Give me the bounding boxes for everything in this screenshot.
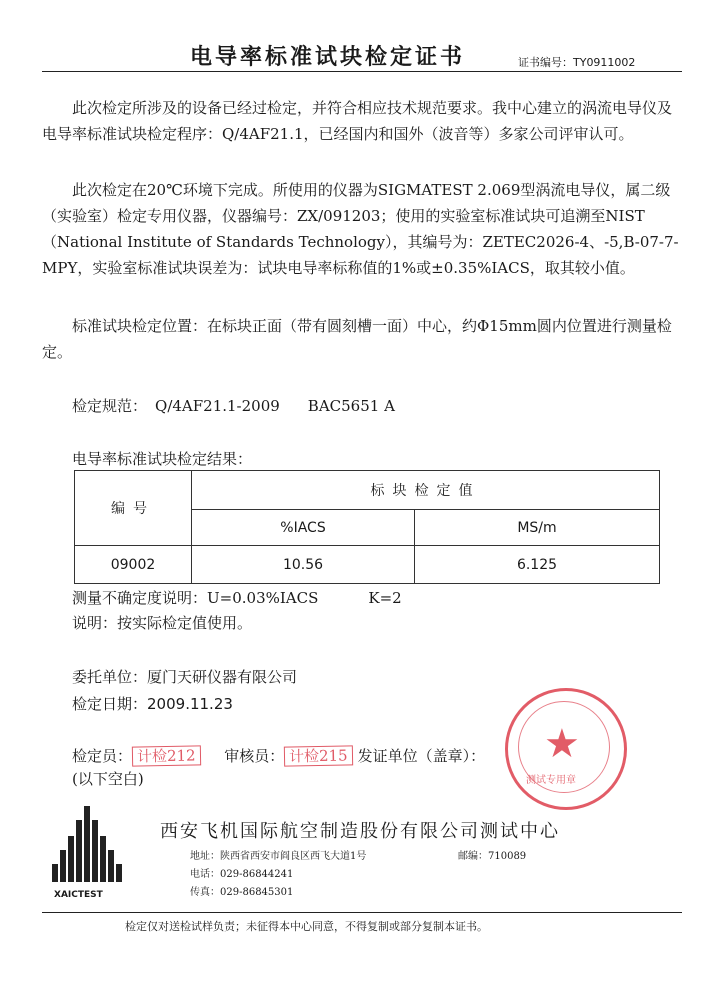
company-zip: 邮编：710089 — [458, 851, 527, 862]
reviewer-stamp: 计检215 — [284, 745, 353, 766]
spec-label: 检定规范： — [72, 397, 148, 415]
column-header-id: 编号 — [75, 471, 192, 546]
column-header-value: 标块检定值 — [192, 471, 660, 510]
reviewer-label: 审核员： — [224, 747, 285, 765]
date-value: 2009.11.23 — [147, 695, 233, 713]
cell-msm: 6.125 — [415, 546, 660, 584]
footer-divider — [42, 912, 682, 913]
environment-paragraph: 此次检定在20℃环境下完成。所使用的仪器为SIGMATEST 2.069型涡流电导仪，属二级（实验室）检定专用仪器，仪器编号：ZX/091203；使用的实验室标准试块可追溯至NIST（National Institute of Standards Technology），其编号为：ZETEC2026-4、-5,B-07-7-MPY，实验室标准试块误差为：试块电导率标称值的1%或±0.35%IACS，取其较小值。 — [42, 181, 679, 277]
company-fax: 传真：029-86845301 — [190, 887, 294, 898]
uncertainty-text: 测量不确定度说明：U=0.03%IACS — [72, 589, 319, 607]
company-phone: 电话：029-86844241 — [190, 869, 294, 880]
cell-iacs: 10.56 — [192, 546, 415, 584]
table-row — [75, 546, 660, 584]
star-icon: ★ — [544, 721, 580, 767]
unit-header-iacs: %IACS — [192, 510, 415, 546]
client-line: 委托单位：厦门天研仪器有限公司 — [72, 668, 298, 686]
certificate-title: 电导率标准试块检定证书 — [190, 44, 466, 70]
issuer-label: 发证单位（盖章）： — [357, 747, 486, 765]
uncertainty-line — [72, 587, 402, 608]
specification-line — [72, 395, 423, 416]
company-name: 西安飞机国际航空制造股份有限公司测试中心 — [160, 821, 560, 842]
blank-marker: (以下空白) — [72, 770, 144, 788]
cell-id: 09002 — [75, 546, 192, 584]
position-paragraph: 标准试块检定位置：在标块正面（带有圆刻槽一面）中心，约Φ15mm圆内位置进行测量检定。 — [42, 317, 672, 361]
logo-text: XAICTEST — [54, 890, 103, 900]
unit-header-msm: MS/m — [415, 510, 660, 546]
date-label: 检定日期： — [72, 695, 148, 713]
intro-paragraph: 此次检定所涉及的设备已经过检定，并符合相应技术规范要求。我中心建立的涡流电导仪及电导率标准试块检定程序：Q/4AF21.1，已经国内和国外（波音等）多家公司评审认可。 — [42, 99, 673, 143]
spec-bac: BAC5651 A — [307, 397, 395, 415]
footer-disclaimer: 检定仅对送检试样负责；未征得本中心同意，不得复制或部分复制本证书。 — [125, 920, 488, 933]
date-line — [72, 693, 233, 714]
inspector-stamp: 计检212 — [132, 745, 201, 766]
company-contact — [190, 848, 527, 902]
spec-q4af: Q/4AF21.1-2009 — [155, 397, 280, 415]
result-title: 电导率标准试块检定结果： — [72, 450, 253, 468]
company-address: 地址：陕西省西安市阎良区西飞大道1号 — [190, 851, 367, 862]
result-table — [74, 470, 660, 584]
coverage-factor: K=2 — [368, 589, 402, 607]
usage-note: 说明：按实际检定值使用。 — [72, 614, 253, 632]
seal-text: 测试专用章 — [526, 775, 576, 786]
inspector-label: 检定员： — [72, 747, 133, 765]
official-seal — [505, 688, 627, 810]
title-divider — [42, 71, 682, 72]
certificate-number: 证书编号：TY0911002 — [518, 56, 636, 69]
company-logo — [50, 800, 130, 900]
signoff-line — [72, 745, 485, 766]
